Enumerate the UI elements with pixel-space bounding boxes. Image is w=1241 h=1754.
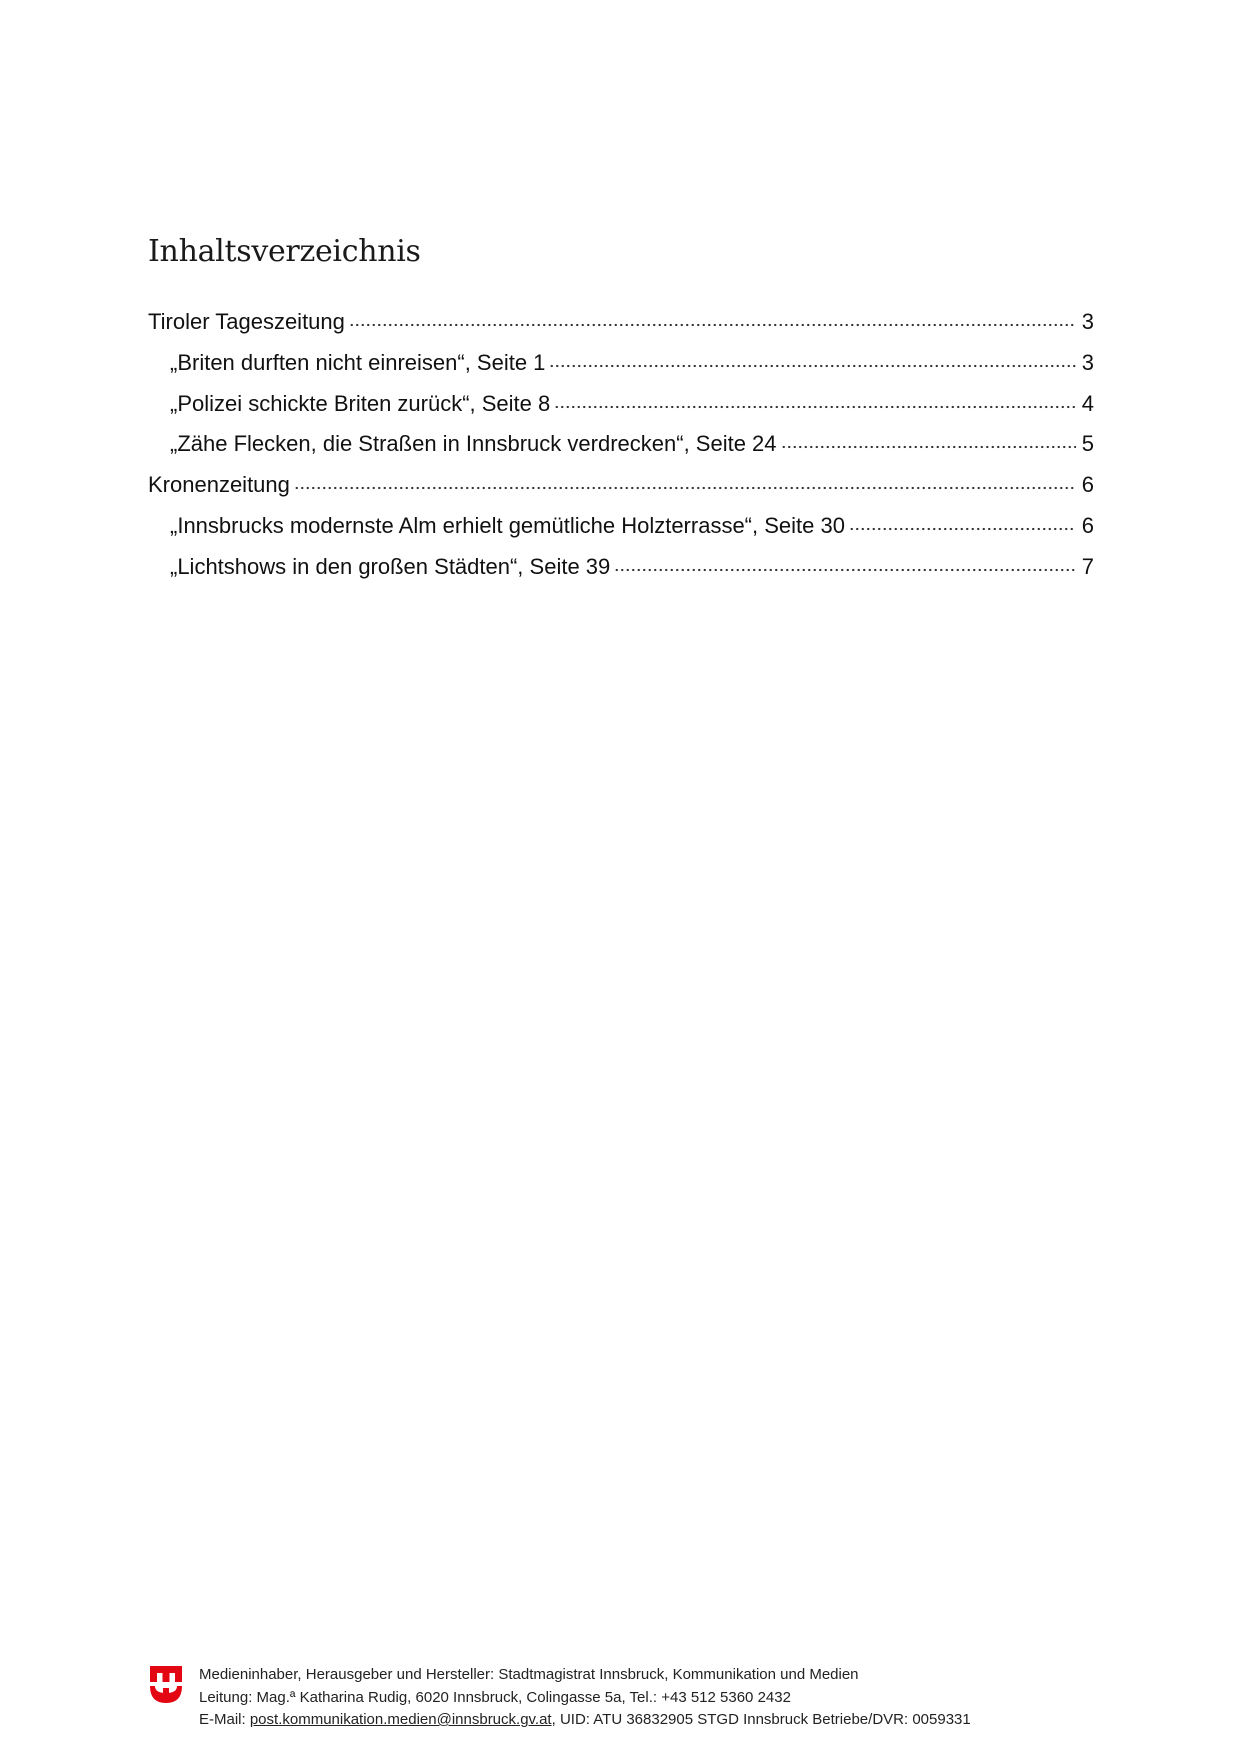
toc-page-number: 3 bbox=[1081, 349, 1094, 375]
toc-entry-lichtshows[interactable] bbox=[148, 551, 1094, 592]
dot-leader bbox=[849, 527, 1076, 531]
toc-entry-briten-durften-nicht-einreisen[interactable] bbox=[148, 347, 1094, 388]
toc-entry-text: Tiroler Tageszeitung bbox=[148, 309, 345, 334]
dot-leader bbox=[294, 486, 1076, 490]
dot-leader bbox=[614, 568, 1076, 572]
toc-entry-innsbrucks-modernste-alm[interactable] bbox=[148, 510, 1094, 551]
toc-entry-text: „Briten durften nicht einreisen“, Seite 1 bbox=[170, 349, 546, 375]
toc-entry-tiroler-tageszeitung[interactable] bbox=[148, 306, 1094, 347]
toc-entry-text: „Lichtshows in den großen Städten“, Seite 39 bbox=[170, 553, 611, 579]
toc-entry-text: „Polizei schickte Briten zurück“, Seite 8 bbox=[170, 390, 551, 416]
footer-imprint bbox=[199, 1664, 971, 1732]
email-label: E-Mail: bbox=[199, 1711, 250, 1728]
innsbruck-coat-of-arms-icon bbox=[150, 1666, 182, 1704]
toc-page-number: 5 bbox=[1081, 431, 1094, 457]
toc-entry-polizei-schickte-briten-zurueck[interactable] bbox=[148, 388, 1094, 429]
page-footer bbox=[150, 1664, 1090, 1734]
email-link[interactable]: post.kommunikation.medien@innsbruck.gv.at bbox=[249, 1711, 552, 1728]
footer-line-contact bbox=[199, 1709, 971, 1732]
toc-page-number: 3 bbox=[1081, 309, 1094, 334]
dot-leader bbox=[549, 364, 1076, 368]
toc-title: Inhaltsverzeichnis bbox=[148, 234, 421, 269]
toc-entry-kronenzeitung[interactable] bbox=[148, 469, 1094, 510]
dot-leader bbox=[781, 445, 1076, 449]
footer-line-management: Leitung: Mag.ª Katharina Rudig, 6020 Innsbruck, Colingasse 5a, Tel.: +43 512 5360 2432 bbox=[199, 1688, 791, 1706]
toc-entry-zaehe-flecken[interactable] bbox=[148, 428, 1094, 469]
toc-entry-text: „Innsbrucks modernste Alm erhielt gemütliche Holzterrasse“, Seite 30 bbox=[170, 512, 845, 538]
toc-entry-text: „Zähe Flecken, die Straßen in Innsbruck verdrecken“, Seite 24 bbox=[170, 431, 777, 457]
toc-page-number: 6 bbox=[1081, 512, 1094, 538]
toc-page-number: 4 bbox=[1081, 390, 1094, 416]
table-of-contents bbox=[148, 306, 1094, 592]
toc-page-number: 7 bbox=[1081, 553, 1094, 579]
dot-leader bbox=[554, 405, 1076, 409]
toc-entry-text: Kronenzeitung bbox=[148, 472, 290, 498]
uid-dvr-text: , UID: ATU 36832905 STGD Innsbruck Betriebe/DVR: 0059331 bbox=[551, 1711, 971, 1728]
toc-page-number: 6 bbox=[1081, 472, 1094, 498]
footer-line-publisher: Medieninhaber, Herausgeber und Hersteller: Stadtmagistrat Innsbruck, Kommunikation und Medien bbox=[199, 1666, 859, 1683]
dot-leader bbox=[349, 323, 1076, 327]
